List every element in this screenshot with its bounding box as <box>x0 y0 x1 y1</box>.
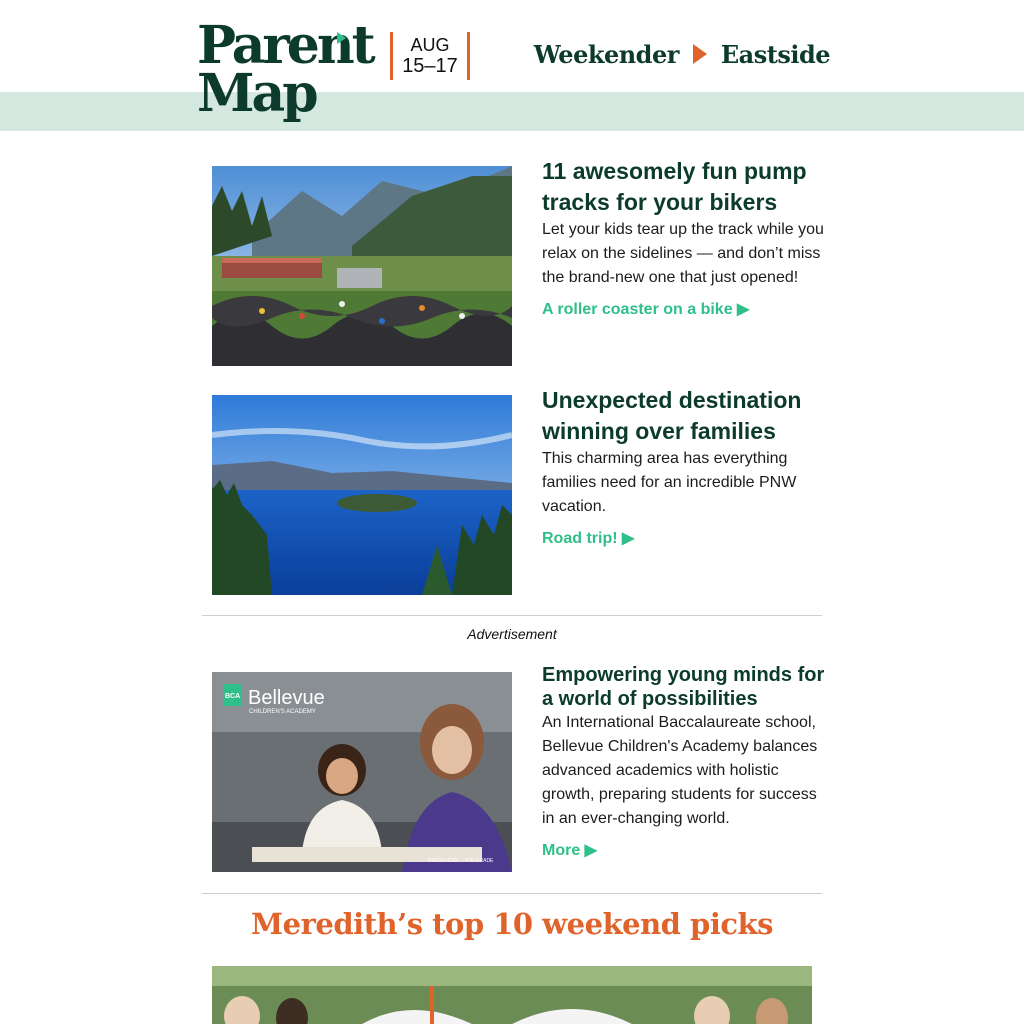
ad-image[interactable] <box>212 672 512 872</box>
logo-line-2: Map <box>197 63 316 124</box>
ad-text <box>542 663 827 861</box>
ad-brand-text: Bellevue <box>248 687 325 709</box>
nav-weekender[interactable]: Weekender <box>533 39 679 69</box>
play-arrow-icon <box>693 44 707 64</box>
article-headline[interactable]: 11 awesomely fun pump tracks for your bikers <box>542 158 807 215</box>
article-text <box>542 385 827 549</box>
picks-section-title: Meredith’s top 10 weekend picks <box>251 907 773 941</box>
ad-headline[interactable]: Empowering young minds for a world of possibilities <box>542 664 825 710</box>
article-cta-link[interactable]: Road trip! ▶ <box>542 530 635 547</box>
divider <box>202 893 822 894</box>
ad-badge-text: BCA <box>225 693 241 700</box>
advertisement-label: Advertisement <box>467 626 557 642</box>
edition-nav <box>534 36 830 72</box>
divider <box>202 615 822 616</box>
ad-grade-text: PRESCHOOL – 4TH GRADE <box>428 858 494 864</box>
ad-brand-subtext: CHILDREN'S ACADEMY <box>249 709 316 715</box>
nav-eastside[interactable]: Eastside <box>720 39 830 69</box>
parentmap-logo[interactable] <box>197 14 373 124</box>
logo-line-1: Parent <box>197 15 373 76</box>
article-text <box>542 156 827 320</box>
article-description: This charming area has everything families need for an incredible PNW vacation. <box>542 450 797 515</box>
pump-track-image[interactable] <box>212 166 512 366</box>
header <box>0 0 1024 131</box>
ad-description: An International Baccalaureate school, Bellevue Children's Academy balances advanced academics with holistic growth, preparing students for success in an ever-changing world. <box>542 714 818 827</box>
ad-cta-link[interactable]: More ▶ <box>542 842 597 859</box>
crater-lake-image[interactable] <box>212 395 512 595</box>
article-description: Let your kids tear up the track while you relax on the sidelines — and don’t miss the brand-new one that just opened! <box>542 221 824 286</box>
article-cta-link[interactable]: A roller coaster on a bike ▶ <box>542 301 750 318</box>
issue-days: 15–17 <box>402 55 458 77</box>
picks-hero-image[interactable] <box>212 966 812 1024</box>
article-headline[interactable]: Unexpected destination winning over families <box>542 387 802 444</box>
issue-date <box>390 32 470 80</box>
logo-triangle-icon <box>337 32 346 44</box>
issue-month: AUG <box>410 35 450 55</box>
